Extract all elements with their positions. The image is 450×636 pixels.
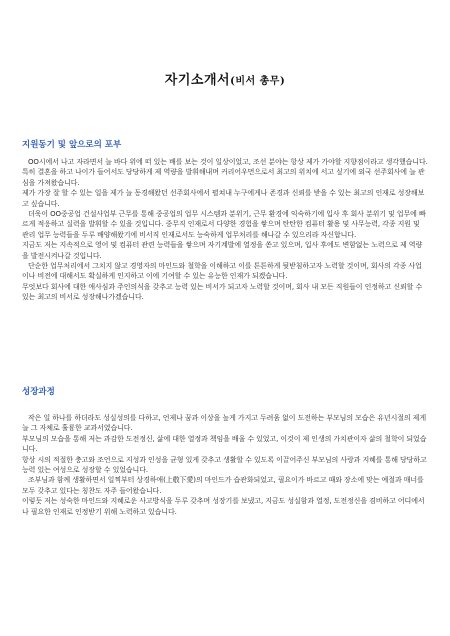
paragraph: 단순한 업무처리에서 그치지 않고 경영자의 마인드와 철학을 이해하고 이를 튼튼하게 뒷받침하고자 노력할 것이며, 회사의 각종 사업이나 비전에 대해서도 확실하게 인지하고 이에 기여할 수 있는 유능한 인재가 되겠습니다.: [22, 262, 422, 281]
paragraph: 부모님의 모습을 통해 저는 과감한 도전정신, 삶에 대한 열정과 책임을 배울 수 있었고, 이것이 제 인생의 가치관이자 삶의 철학이 되었습니다.: [22, 434, 427, 454]
section-body-growth: [22, 413, 428, 517]
paragraph: 지금도 저는 지속적으로 영어 및 컴퓨터 관련 능력들을 쌓으며 자기계발에 열정을 쏟고 있으며, 입사 후에도 변함없는 노력으로 제 역량을 발전시켜나갈 것입니다.: [22, 241, 423, 260]
section-heading-growth: 성장과정: [22, 387, 55, 397]
paragraph: 더욱이 OO중공업 건설사업부 근무를 통해 중공업의 업무 시스템과 분위기, 근무 환경에 익숙하기에 입사 후 회사 분위기 및 업무에 빠르게 적응하고 실력을 발휘할 수 있을 것입니다. 중무직 인재로서 다양한 경험을 쌓으며 탄탄한 컴퓨터 활용 및 사무능력, 각종 지원 및 관리 업무 능력들을 두루 배양해왔기에 비서직 인재로서도 능숙하게 업무처리를 해나갈 수 있으리라 자신합니다.: [22, 210, 426, 239]
paragraph: 항상 시의 적절한 충고와 조언으로 지성과 인성을 균형 있게 갖추고 생활할 수 있도록 이끌어주신 부모님의 사랑과 지혜를 통해 당당하고 능력 있는 여성으로 성장할 수 있었습니다.: [22, 455, 427, 475]
paragraph: 제가 가장 잘 할 수 있는 일을 제가 늘 동경해왔던 선주회사에서 펼쳐내 누구에게나 존경과 신뢰를 받을 수 있는 최고의 인재로 성장해보고 싶습니다.: [22, 189, 425, 208]
document-title: [0, 69, 450, 88]
title-sub: (비서 총무): [230, 76, 286, 87]
paragraph: 특히 결혼을 하고 나이가 들어서도 당당하게 제 역량을 발휘해내며 커리어우먼으로서 최고의 위치에 서고 싶기에 외국 선주회사에 늘 관심을 가져왔습니다.: [22, 168, 425, 187]
title-main: 자기소개서: [164, 73, 231, 88]
paragraph: 작은 일 하나를 하더라도 성실성의를 다하고, 언제나 꿈과 이상을 높게 가지고 두려움 없이 도전하는 부모님의 모습은 유년시절의 제게 늘 그 자체로 훌륭한 교과서였습니다.: [22, 414, 426, 433]
paragraph: 조부님과 함께 생활하면서 일찍부터 상경하애(上敬下愛)의 마인드가 습관화되었고, 필요이가 바르고 때와 장소에 맞는 예절과 매너를 모두 갖추고 있다는 칭찬도 자주 들어왔습니다.: [22, 476, 424, 495]
paragraph: 이렇듯 저는 성숙한 마인드와 지혜로운 사고방식을 두루 갖추며 성장기를 보냈고, 지금도 성실함과 열정, 도전정신을 겸비하고 어디에서나 필요한 인재로 인정받기 위해 노력하고 있습니다.: [22, 497, 425, 516]
paragraph: OO시에서 나고 자라면서 늘 바다 위에 떠 있는 배를 보는 것이 일상이었고, 조선 분야는 항상 제가 가야할 지향점이라고 생각했습니다.: [28, 158, 428, 166]
section-heading-motivation: 지원동기 및 앞으로의 포부: [22, 140, 122, 150]
section-body-motivation: [22, 157, 428, 303]
paragraph: 무엇보다 회사에 대한 애사심과 주인의식을 갖추고 능력 있는 비서가 되고자 노력할 것이며, 회사 내 모든 직원들이 인정하고 신뢰할 수 있는 최고의 비서로 성장해나가겠습니다.: [22, 282, 423, 302]
